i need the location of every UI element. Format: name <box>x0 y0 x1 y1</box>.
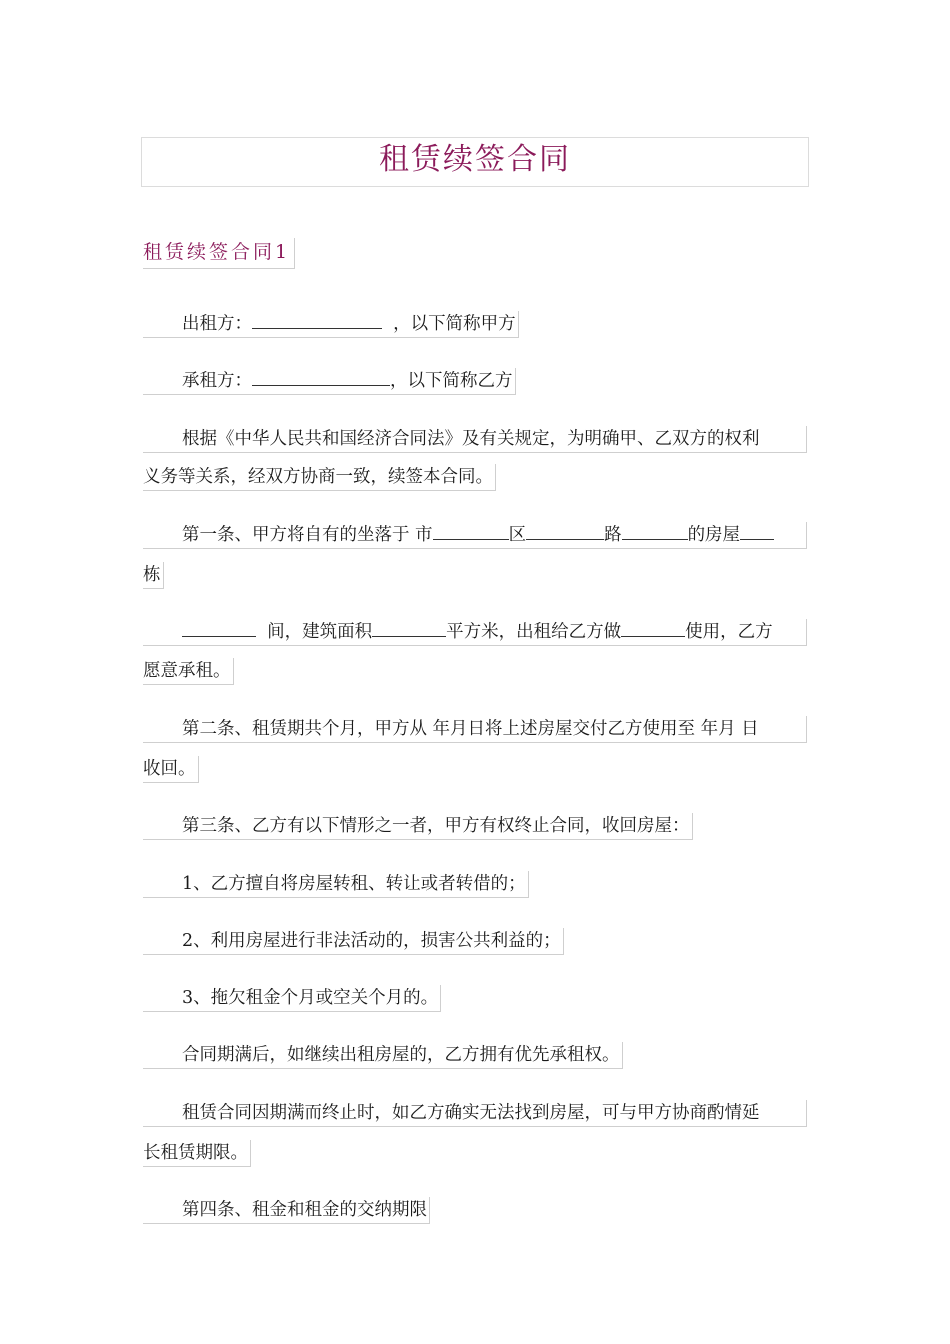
house-label: 的房屋 <box>687 525 741 545</box>
list-item: 2、利用房屋进行非法活动的，损害公共利益的； <box>143 928 564 955</box>
use-label: 平方米，出租给乙方做 <box>446 622 622 642</box>
paragraph-line: 第二条、租赁期共个月，甲方从 年月日将上述房屋交付乙方使用至 年月 日 <box>143 716 807 743</box>
area-label: 间，建筑面积 <box>267 622 373 642</box>
rooms-blank[interactable] <box>182 620 256 637</box>
list-item: 3、拖欠租金个月或空关个月的。 <box>143 985 441 1012</box>
use-blank[interactable] <box>621 620 685 637</box>
paragraph-line: 栋 <box>143 562 164 589</box>
road-label: 路 <box>604 525 622 545</box>
district-blank[interactable] <box>526 523 604 540</box>
paragraph-line: 第三条、乙方有以下情形之一者，甲方有权终止合同，收回房屋： <box>143 813 693 840</box>
lessor-label: 出租方： <box>182 314 252 334</box>
paragraph-line: 义务等关系，经双方协商一致，续签本合同。 <box>143 464 496 491</box>
section-heading: 租赁续签合同1 <box>143 238 295 269</box>
paragraph-line: 收回。 <box>143 756 199 783</box>
lessee-line <box>143 368 516 395</box>
title-box <box>141 137 809 187</box>
paragraph-line: 愿意承租。 <box>143 658 234 685</box>
district-label: 区 <box>508 525 527 545</box>
lessee-blank[interactable] <box>252 369 390 386</box>
area-line <box>143 619 807 646</box>
lessee-agree: 使用，乙方 <box>685 622 773 642</box>
city-blank[interactable] <box>433 523 509 540</box>
lessor-suffix: ，以下简称甲方 <box>393 314 516 334</box>
paragraph-line: 根据《中华人民共和国经济合同法》及有关规定，为明确甲、乙双方的权利 <box>143 426 807 453</box>
road-blank[interactable] <box>622 523 688 540</box>
lessee-label: 承租方： <box>182 371 252 391</box>
lessee-suffix: ，以下简称乙方 <box>390 371 513 391</box>
lessor-blank[interactable] <box>252 312 382 329</box>
paragraph-line: 长租赁期限。 <box>143 1140 251 1167</box>
paragraph-line: 第四条、租金和租金的交纳期限 <box>143 1197 430 1224</box>
paragraph-line: 租赁合同因期满而终止时，如乙方确实无法找到房屋，可与甲方协商酌情延 <box>143 1100 807 1127</box>
building-blank[interactable] <box>740 523 774 540</box>
paragraph-line: 合同期满后，如继续出租房屋的，乙方拥有优先承租权。 <box>143 1042 623 1069</box>
list-item: 1、乙方擅自将房屋转租、转让或者转借的； <box>143 871 529 898</box>
document-title: 租赁续签合同 <box>379 142 571 177</box>
article-one-line <box>143 522 807 549</box>
article-one-text: 第一条、甲方将自有的坐落于 市 <box>182 525 433 545</box>
lessor-line <box>143 311 519 338</box>
area-blank[interactable] <box>372 620 446 637</box>
